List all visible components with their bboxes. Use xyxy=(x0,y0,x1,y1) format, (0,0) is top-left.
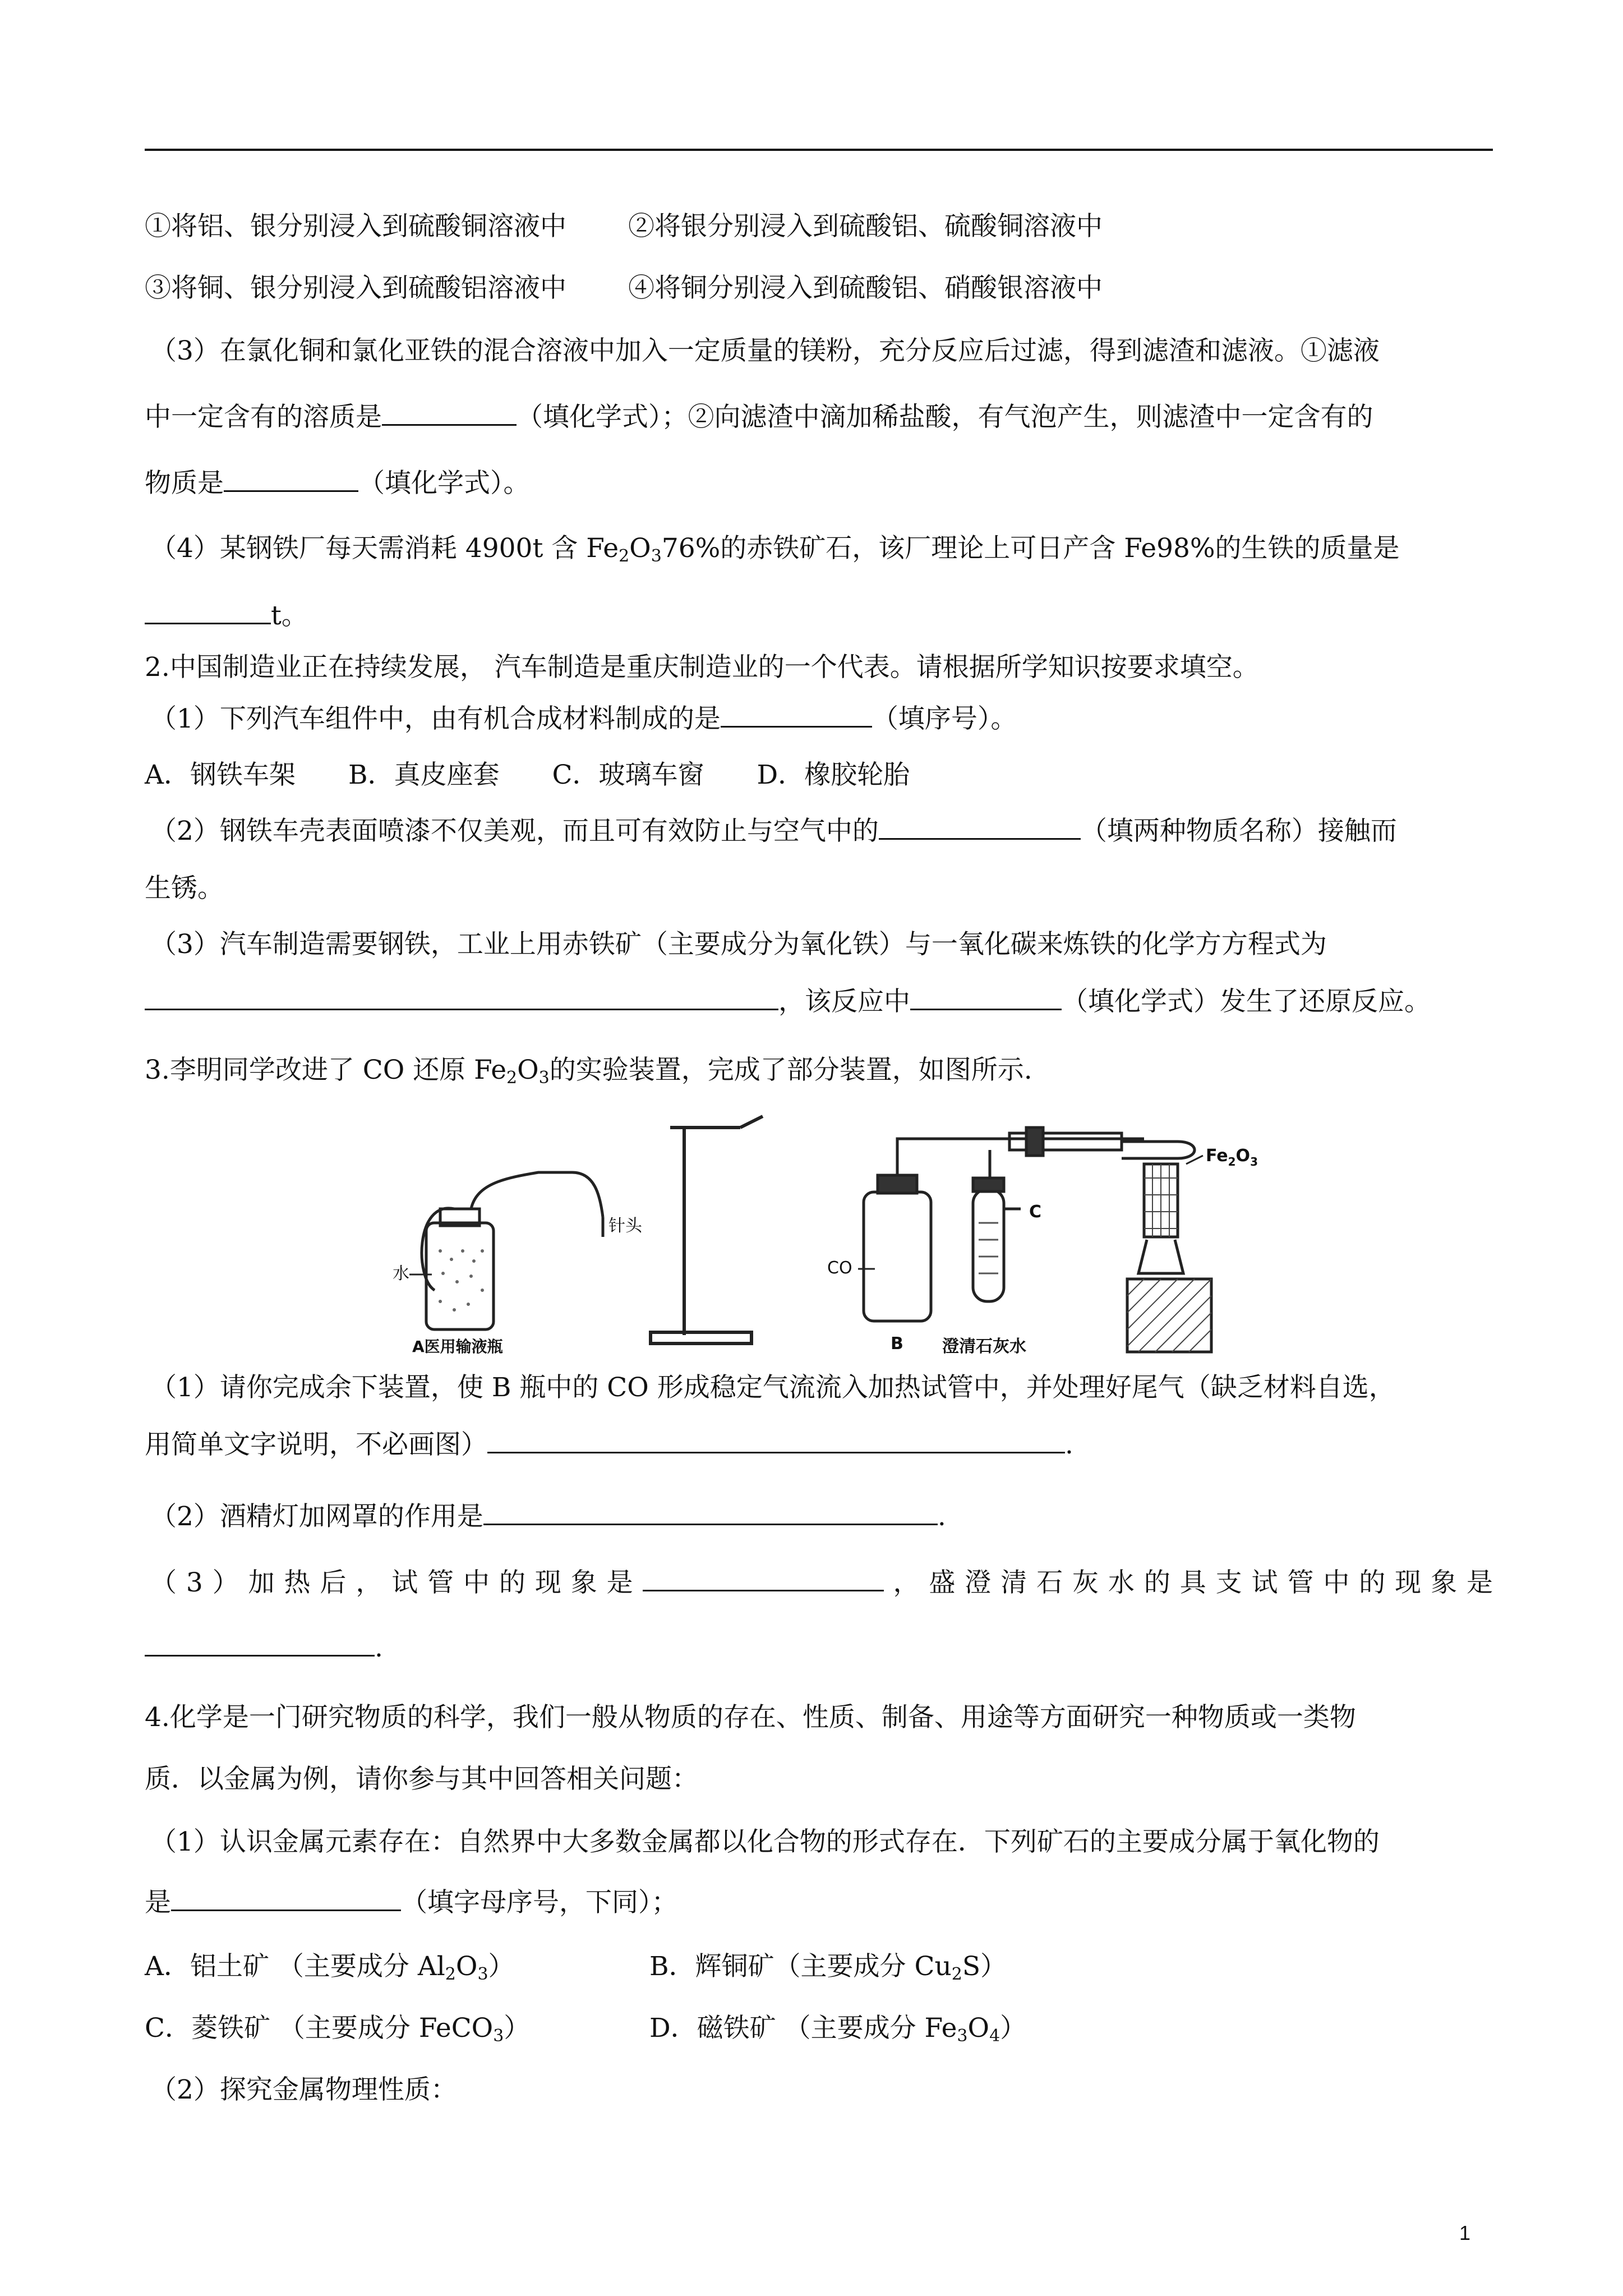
apparatus-figure xyxy=(393,1111,1284,1358)
q3-3: （3）加热后，试管中的现象是 ，盛澄清石灰水的具支试管中的现象是 xyxy=(150,1565,1493,1601)
q2-1: （1）下列汽车组件中，由有机合成材料制成的是 （填序号）。 xyxy=(150,701,1498,737)
q4-title-cont: 质．以金属为例，请你参与其中回答相关问题： xyxy=(145,1764,698,1795)
q4-1: （1）认识金属元素存在：自然界中大多数金属都以化合物的形式存在．下列矿石的主要成分属于氧化物的 xyxy=(150,1826,1380,1857)
fe2o3-label: $Fe_2O_3$ xyxy=(1206,1146,1258,1168)
bottle-a-label: A医用输液瓶 xyxy=(412,1337,503,1356)
co-label: CO xyxy=(827,1258,852,1278)
answer-blank[interactable] xyxy=(879,813,1081,840)
header-rule xyxy=(145,149,1493,151)
bottle-b xyxy=(864,1128,1144,1321)
burner-hatch xyxy=(1127,1279,1211,1352)
option-4: ④将铜分别浸入到硫酸铝、硝酸银溶液中 xyxy=(628,273,1103,303)
answer-blank[interactable] xyxy=(643,1565,884,1591)
answer-blank[interactable] xyxy=(171,1885,401,1911)
q1-3-line-3: 物质是 （填化学式）。 xyxy=(145,466,1493,501)
q4-options-cd xyxy=(145,2010,1493,2046)
q2-3-cont: ，该反应中 （填化学式）发生了还原反应。 xyxy=(145,984,1493,1020)
q3-1-cont: 用简单文字说明，不必画图） . xyxy=(145,1427,1493,1463)
q3-2: （2）酒精灯加网罩的作用是 . xyxy=(150,1499,1498,1535)
q2-title: 2.中国制造业正在持续发展， 汽车制造是重庆制造业的一个代表。请根据所学知识按要求填空。 xyxy=(145,652,1259,683)
q3-3-cont: . xyxy=(145,1630,1493,1666)
lime-water-lines xyxy=(979,1223,998,1273)
water-dots xyxy=(439,1249,484,1312)
q4-options-ab xyxy=(145,1949,1493,1985)
answer-blank[interactable] xyxy=(145,1630,375,1657)
option-line-1 xyxy=(145,209,1493,245)
q4-1-cont: 是 （填字母序号，下同）； xyxy=(145,1885,1493,1921)
q4-title: 4.化学是一门研究物质的科学，我们一般从物质的存在、性质、制备、用途等方面研究一种物质或一类物 xyxy=(145,1702,1356,1733)
answer-blank[interactable] xyxy=(487,1427,1065,1453)
bottle-b-label: B xyxy=(891,1334,903,1354)
option-1: ①将铝、银分别浸入到硫酸铜溶液中 xyxy=(145,211,566,242)
answer-blank[interactable] xyxy=(483,1499,938,1525)
q4-2: （2）探究金属物理性质： xyxy=(150,2074,457,2105)
q1-4-line-1: （4）某钢铁厂每天需消耗 4900t 含 $Fe_2O_376\%$的赤铁矿石，该厂理论上可日产含 Fe98%的生铁的质量是 xyxy=(150,533,1400,566)
q2-2-cont: 生锈。 xyxy=(145,873,224,904)
answer-blank[interactable] xyxy=(145,984,778,1010)
gauze-hatch xyxy=(1144,1164,1178,1237)
q2-2: （2）钢铁车壳表面喷漆不仅美观，而且可有效防止与空气中的 （填两种物质名称）接触而 xyxy=(150,813,1498,849)
answer-blank[interactable] xyxy=(721,701,872,728)
infusion-bottle xyxy=(422,1172,603,1329)
q1-4-line-2: t。 xyxy=(145,598,1493,634)
water-label: 水 xyxy=(393,1264,409,1283)
option-2: ②将银分别浸入到硫酸铝、硫酸铜溶液中 xyxy=(628,211,1103,242)
option-d: D．磁铁矿 （主要成分 $Fe_3O_4$） xyxy=(649,2013,1027,2046)
option-a: A．铝土矿 （主要成分 $Al_2O_3$） xyxy=(145,1951,515,1984)
q3-1: （1）请你完成余下装置，使 B 瓶中的 CO 形成稳定气流流入加热试管中，并处理好尾气（缺乏材料自选， xyxy=(150,1372,1395,1403)
q2-3: （3）汽车制造需要钢铁，工业上用赤铁矿（主要成分为氧化铁）与一氧化碳来炼铁的化学方方程式为 xyxy=(150,929,1327,960)
q1-3-line-2: 中一定含有的溶质是 （填化学式）；②向滤渣中滴加稀盐酸，有气泡产生，则滤渣中一定含有的 xyxy=(145,399,1493,435)
answer-blank[interactable] xyxy=(382,399,517,426)
needle-label: 针头 xyxy=(608,1216,642,1236)
option-c: C．菱铁矿 （主要成分 FeCO$_3$） xyxy=(145,2013,531,2046)
page-number: 1 xyxy=(1459,2221,1471,2244)
option-3: ③将铜、银分别浸入到硫酸铝溶液中 xyxy=(145,273,566,303)
lime-water-label: 澄清石灰水 xyxy=(942,1337,1026,1356)
answer-blank[interactable] xyxy=(145,598,271,624)
q3-title: 3.李明同学改进了 CO 还原 $Fe_2O_3$的实验装置，完成了部分装置，如图所示. xyxy=(145,1055,1032,1088)
iron-stand xyxy=(651,1116,763,1343)
answer-blank[interactable] xyxy=(224,466,358,492)
option-b: B．辉铜矿（主要成分 $Cu_2S$） xyxy=(649,1951,1007,1984)
option-line-2 xyxy=(145,270,1493,306)
q2-options: A．钢铁车架 B．真皮座套 C．玻璃车窗 D．橡胶轮胎 xyxy=(145,760,910,790)
heated-tube xyxy=(1122,1142,1211,1352)
tube-c-label: C xyxy=(1029,1202,1042,1222)
answer-blank[interactable] xyxy=(910,984,1062,1010)
q1-3-line-1: （3）在氯化铜和氯化亚铁的混合溶液中加入一定质量的镁粉，充分反应后过滤，得到滤渣和滤液。①滤液 xyxy=(150,335,1380,366)
